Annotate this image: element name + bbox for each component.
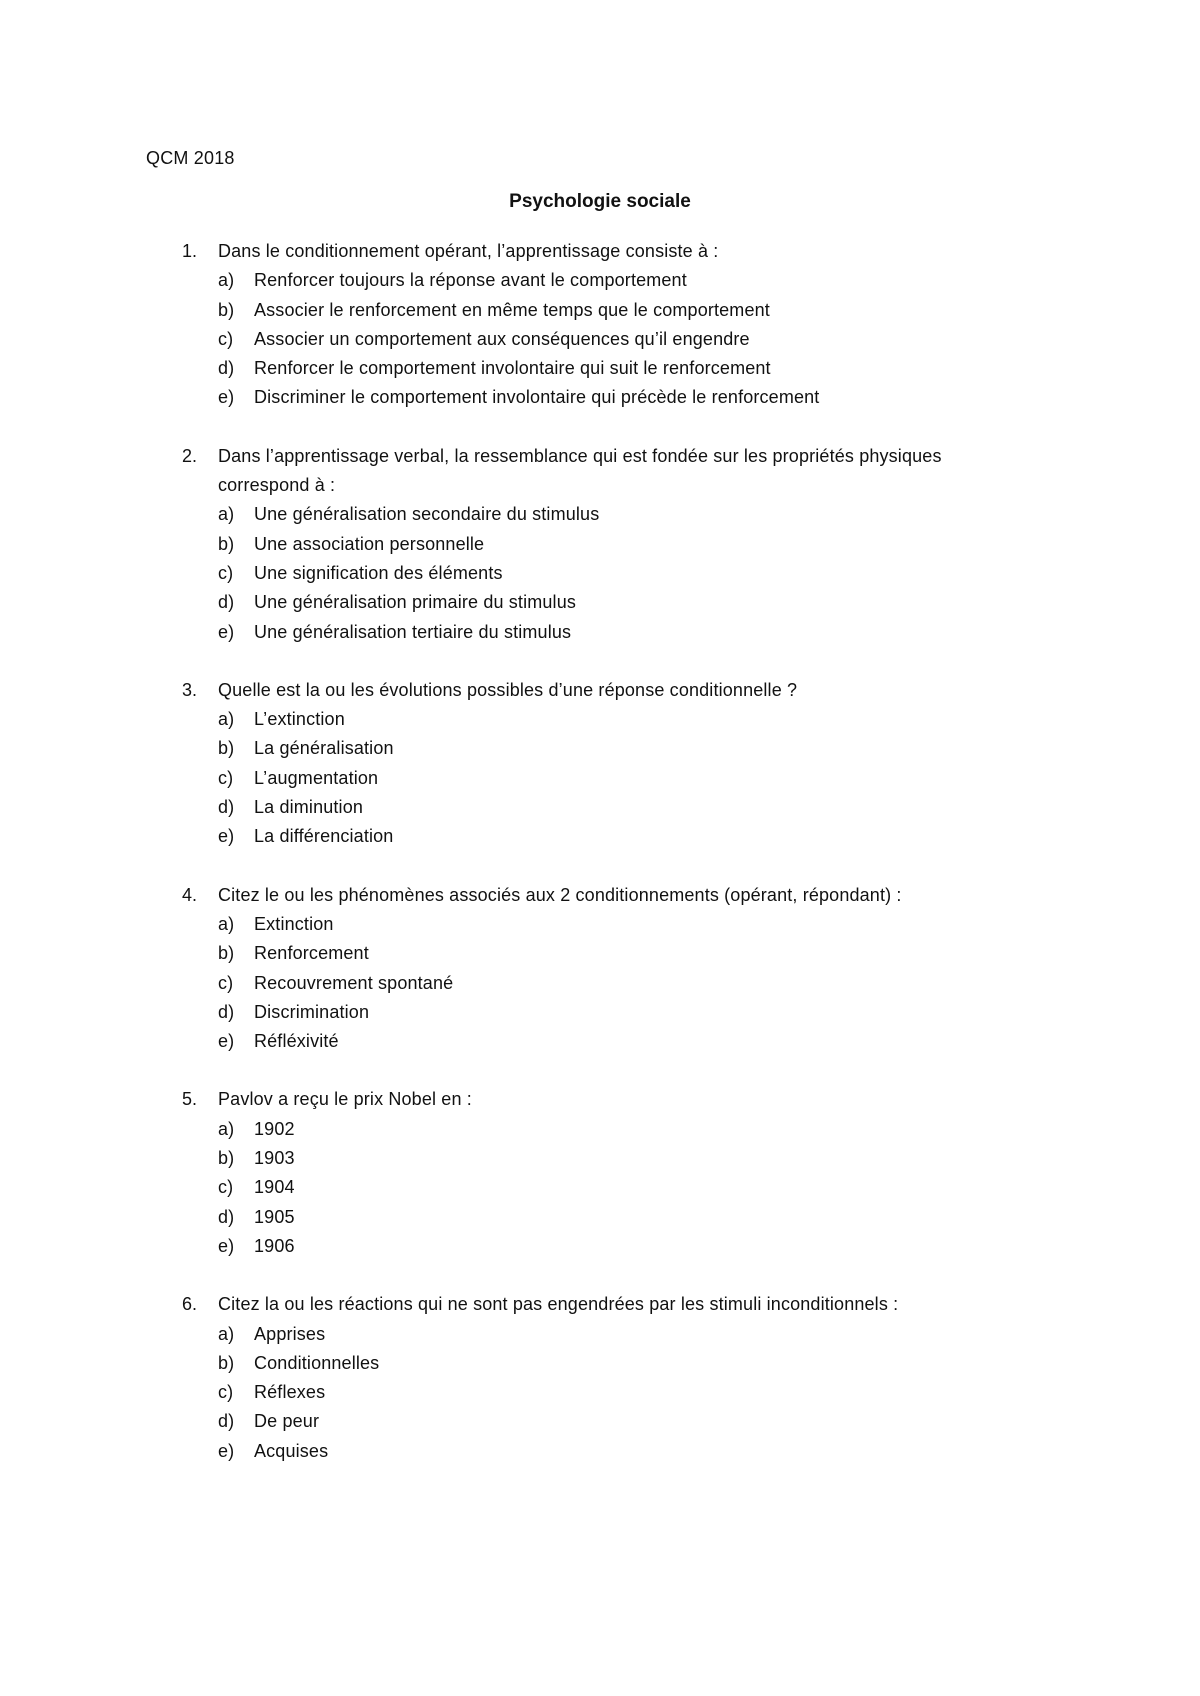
- option-letter: e): [218, 826, 235, 847]
- question-text: Dans l’apprentissage verbal, la ressemblance qui est fondée sur les propriétés physiques correspond à :: [218, 445, 942, 496]
- question-4: [0, 881, 1200, 1057]
- option-list: [0, 1115, 1200, 1261]
- option-text: La différenciation: [254, 826, 394, 847]
- question-text: Quelle est la ou les évolutions possibles d’une réponse conditionnelle ?: [218, 679, 798, 700]
- option-text: Discrimination: [254, 1001, 370, 1022]
- option-c: [0, 1378, 1200, 1407]
- option-letter: a): [218, 1118, 235, 1139]
- question-1: [0, 237, 1200, 413]
- option-text: Recouvrement spontané: [254, 972, 454, 993]
- option-d: [0, 998, 1200, 1027]
- option-letter: d): [218, 1411, 235, 1432]
- option-e: [0, 1027, 1200, 1056]
- option-list: [0, 266, 1200, 412]
- question-text: Pavlov a reçu le prix Nobel en :: [218, 1089, 472, 1110]
- option-letter: b): [218, 738, 235, 759]
- option-e: [0, 1232, 1200, 1261]
- option-letter: c): [218, 328, 234, 349]
- option-letter: a): [218, 1323, 235, 1344]
- option-letter: e): [218, 621, 235, 642]
- question-text: Citez la ou les réactions qui ne sont pas engendrées par les stimuli inconditionnels :: [218, 1294, 899, 1315]
- option-a: [0, 500, 1200, 529]
- option-text: L’extinction: [254, 709, 345, 730]
- option-letter: b): [218, 943, 235, 964]
- option-text: Conditionnelles: [254, 1352, 380, 1373]
- option-e: [0, 1437, 1200, 1466]
- option-a: [0, 1115, 1200, 1144]
- option-letter: e): [218, 1031, 235, 1052]
- option-text: De peur: [254, 1411, 320, 1432]
- question-number: 5.: [182, 1089, 198, 1110]
- question-6: [0, 1290, 1200, 1466]
- option-b: [0, 939, 1200, 968]
- question-list: [0, 237, 1200, 1495]
- option-letter: a): [218, 913, 235, 934]
- option-letter: b): [218, 533, 235, 554]
- option-d: [0, 1407, 1200, 1436]
- option-text: Renforcement: [254, 943, 369, 964]
- option-d: [0, 793, 1200, 822]
- option-letter: d): [218, 797, 235, 818]
- option-letter: b): [218, 299, 235, 320]
- option-text: 1903: [254, 1148, 295, 1169]
- option-letter: d): [218, 1206, 235, 1227]
- option-a: [0, 266, 1200, 295]
- option-c: [0, 559, 1200, 588]
- option-letter: b): [218, 1148, 235, 1169]
- option-text: Associer le renforcement en même temps que le comportement: [254, 299, 770, 320]
- option-b: [0, 296, 1200, 325]
- option-list: [0, 705, 1200, 851]
- option-b: [0, 1349, 1200, 1378]
- option-letter: d): [218, 1001, 235, 1022]
- option-text: 1906: [254, 1235, 295, 1256]
- option-text: Renforcer le comportement involontaire qui suit le renforcement: [254, 358, 771, 379]
- option-text: 1904: [254, 1177, 295, 1198]
- option-text: Une généralisation primaire du stimulus: [254, 592, 577, 613]
- option-text: Une signification des éléments: [254, 562, 503, 583]
- option-e: [0, 618, 1200, 647]
- option-a: [0, 1320, 1200, 1349]
- option-text: Une généralisation tertiaire du stimulus: [254, 621, 572, 642]
- option-text: Réflexes: [254, 1382, 326, 1403]
- option-letter: e): [218, 387, 235, 408]
- option-text: L’augmentation: [254, 767, 379, 788]
- question-number: 4.: [182, 884, 198, 905]
- question-number: 3.: [182, 679, 198, 700]
- question-3: [0, 676, 1200, 852]
- option-letter: d): [218, 358, 235, 379]
- option-c: [0, 1173, 1200, 1202]
- option-text: La diminution: [254, 797, 364, 818]
- option-letter: c): [218, 1382, 234, 1403]
- option-letter: a): [218, 709, 235, 730]
- option-list: [0, 910, 1200, 1056]
- option-letter: d): [218, 592, 235, 613]
- option-a: [0, 705, 1200, 734]
- question-5: [0, 1085, 1200, 1261]
- option-text: Extinction: [254, 913, 334, 934]
- option-list: [0, 500, 1200, 646]
- option-letter: c): [218, 972, 234, 993]
- question-text: Dans le conditionnement opérant, l’apprentissage consiste à :: [218, 241, 719, 261]
- option-d: [0, 588, 1200, 617]
- question-2: [0, 442, 1200, 647]
- option-letter: b): [218, 1352, 235, 1373]
- option-e: [0, 383, 1200, 412]
- option-c: [0, 969, 1200, 998]
- option-letter: c): [218, 767, 234, 788]
- option-letter: e): [218, 1440, 235, 1461]
- option-text: Une généralisation secondaire du stimulus: [254, 504, 600, 525]
- question-text: Citez le ou les phénomènes associés aux 2 conditionnements (opérant, répondant) :: [218, 884, 902, 905]
- option-e: [0, 822, 1200, 851]
- question-number: 1.: [182, 241, 198, 261]
- option-d: [0, 1203, 1200, 1232]
- option-c: [0, 764, 1200, 793]
- option-text: Réfléxivité: [254, 1031, 339, 1052]
- option-d: [0, 354, 1200, 383]
- option-text: Discriminer le comportement involontaire qui précède le renforcement: [254, 387, 820, 408]
- question-number: 6.: [182, 1294, 198, 1315]
- option-text: Apprises: [254, 1323, 326, 1344]
- option-text: Une association personnelle: [254, 533, 485, 554]
- option-text: 1905: [254, 1206, 295, 1227]
- option-text: 1902: [254, 1118, 295, 1139]
- option-c: [0, 325, 1200, 354]
- document-label: QCM 2018: [146, 148, 235, 168]
- option-letter: a): [218, 504, 235, 525]
- option-b: [0, 1144, 1200, 1173]
- option-a: [0, 910, 1200, 939]
- option-text: Renforcer toujours la réponse avant le comportement: [254, 270, 687, 291]
- option-list: [0, 1320, 1200, 1466]
- question-number: 2.: [182, 445, 198, 466]
- option-text: Associer un comportement aux conséquences qu’il engendre: [254, 328, 750, 349]
- option-text: Acquises: [254, 1440, 329, 1461]
- option-letter: a): [218, 270, 235, 291]
- option-letter: e): [218, 1235, 235, 1256]
- document-title: Psychologie sociale: [509, 191, 691, 212]
- option-text: La généralisation: [254, 738, 394, 759]
- option-letter: c): [218, 1177, 234, 1198]
- option-b: [0, 530, 1200, 559]
- option-letter: c): [218, 562, 234, 583]
- option-b: [0, 734, 1200, 763]
